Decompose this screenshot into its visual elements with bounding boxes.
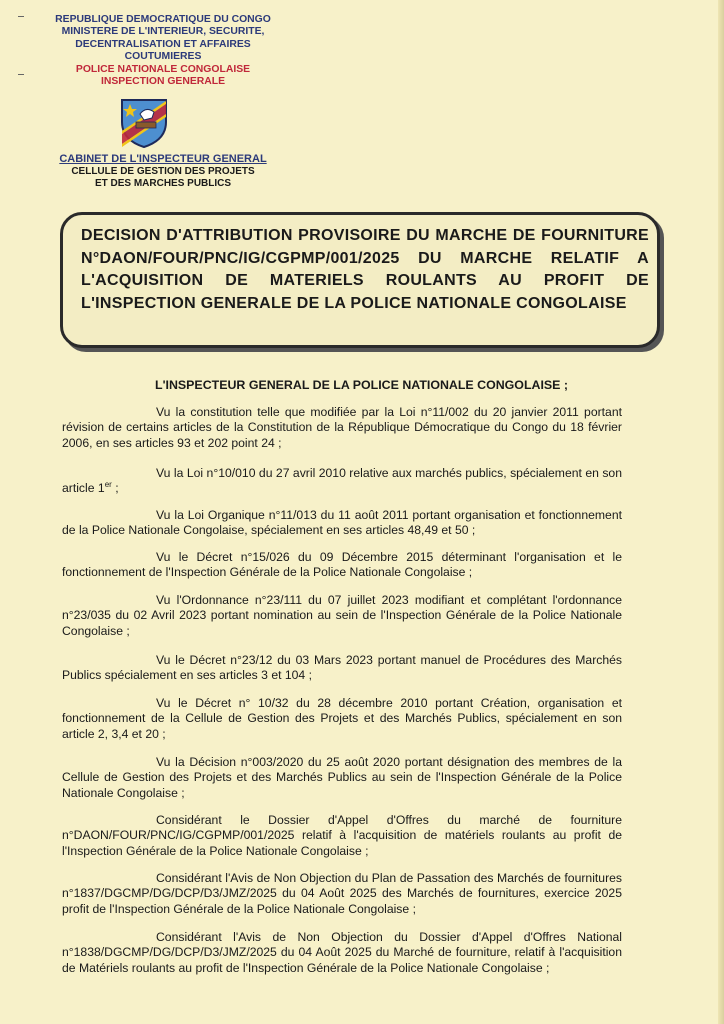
paragraph-constitution: Vu la constitution telle que modifiée par la Loi n°11/002 du 20 janvier 2011 portant révision de certains articles de la Constitution de la République Démocratique du Congo du 18 février 2006, en ses articles 93 et 202 point 24 ;	[62, 405, 622, 450]
margin-mark	[18, 74, 24, 75]
header-police: POLICE NATIONALE CONGOLAISE	[75, 63, 251, 75]
superscript-er: er	[104, 480, 112, 490]
cabinet-block	[48, 153, 278, 190]
header-inspection: INSPECTION GENERALE	[100, 76, 226, 88]
margin-mark	[18, 16, 24, 17]
letterhead	[48, 14, 278, 88]
paragraph-loi-marches	[62, 466, 622, 497]
page-edge	[718, 0, 724, 1024]
paragraph-loi-organique: Vu la Loi Organique n°11/013 du 11 août 2011 portant organisation et fonctionnement de la Police Nationale Congolaise, spécialement en ses articles 48,49 et 50 ;	[62, 508, 622, 538]
paragraph-dossier-appel: Considérant le Dossier d'Appel d'Offres du marché de fourniture n°DAON/FOUR/PNC/IG/CGPMP/001/2025 relatif à l'acquisition de matériels roulants au profit de l'Inspection Générale de la Police Nationale Congolaise ;	[62, 813, 622, 858]
paragraph-decret-2010: Vu le Décret n° 10/32 du 28 décembre 2010 portant Création, organisation et fonctionnement de la Cellule de Gestion des Projets et des Marchés Publics, spécialement en son article 2, 3,4 et 20 ;	[62, 696, 622, 741]
paragraph-ordonnance: Vu l'Ordonnance n°23/111 du 07 juillet 2023 modifiant et complétant l'ordonnance n°23/035 du 02 Avril 2023 portant nomination au sein de l'Inspection Générale de la Police Nationale Congolaise ;	[62, 593, 622, 638]
header-country: REPUBLIQUE DEMOCRATIQUE DU CONGO	[55, 14, 271, 25]
authority-heading: L'INSPECTEUR GENERAL DE LA POLICE NATIONALE CONGOLAISE ;	[155, 378, 569, 392]
cabinet-cell-line-1: CELLULE DE GESTION DES PROJETS	[71, 166, 255, 177]
paragraph-loi-marches-end: ;	[111, 481, 119, 496]
decision-title-box	[60, 212, 660, 348]
cabinet-title: CABINET DE L'INSPECTEUR GENERAL	[59, 153, 267, 165]
header-ministry-2: DECENTRALISATION ET AFFAIRES	[75, 38, 251, 50]
police-emblem-icon	[116, 94, 172, 150]
decision-title: DECISION D'ATTRIBUTION PROVISOIRE DU MARCHE DE FOURNITURE N°DAON/FOUR/PNC/IG/CGPMP/001/2025 DU MARCHE RELATIF A L'ACQUISITION DE MATERIELS ROULANTS AU PROFIT DE L'INSPECTION GENERALE DE LA POLICE NATIONALE CONGOLAISE	[81, 227, 649, 312]
paragraph-decision-2020: Vu la Décision n°003/2020 du 25 août 2020 portant désignation des membres de la Cellule de Gestion des Projets et des Marchés Publics au sein de l'Inspection Générale de la Police Nationale Congolaise ;	[62, 755, 622, 800]
paragraph-avis-dossier: Considérant l'Avis de Non Objection du Dossier d'Appel d'Offres National n°1838/DGCMP/DG/DCP/D3/JMZ/2025 du 04 Août 2025 du Marché de fourniture, relatif à l'acquisition de Matériels roulants au profit de l'Inspection Générale de la Police Nationale Congolaise ;	[62, 930, 622, 975]
header-ministry-1: MINISTERE DE L'INTERIEUR, SECURITE,	[61, 26, 265, 38]
header-ministry-3: COUTUMIERES	[124, 51, 202, 63]
cabinet-cell-line-2: ET DES MARCHES PUBLICS	[94, 178, 232, 189]
paragraph-decret-2015: Vu le Décret n°15/026 du 09 Décembre 2015 déterminant l'organisation et le fonctionnement de l'Inspection Générale de la Police Nationale Congolaise ;	[62, 550, 622, 580]
paragraph-decret-2023: Vu le Décret n°23/12 du 03 Mars 2023 portant manuel de Procédures des Marchés Publics spécialement en ses articles 3 et 104 ;	[62, 653, 622, 683]
paragraph-avis-plan: Considérant l'Avis de Non Objection du Plan de Passation des Marchés de fournitures n°1837/DGCMP/DG/DCP/D3/JMZ/2025 du 04 Août 2025 des Marchés de fournitures, exercice 2025 profit de l'Inspection Générale de la Police Nationale Congolaise ;	[62, 871, 622, 916]
paragraph-loi-marches-text: Vu la Loi n°10/010 du 27 avril 2010 relative aux marchés publics, spécialement en son article 1	[62, 466, 622, 496]
